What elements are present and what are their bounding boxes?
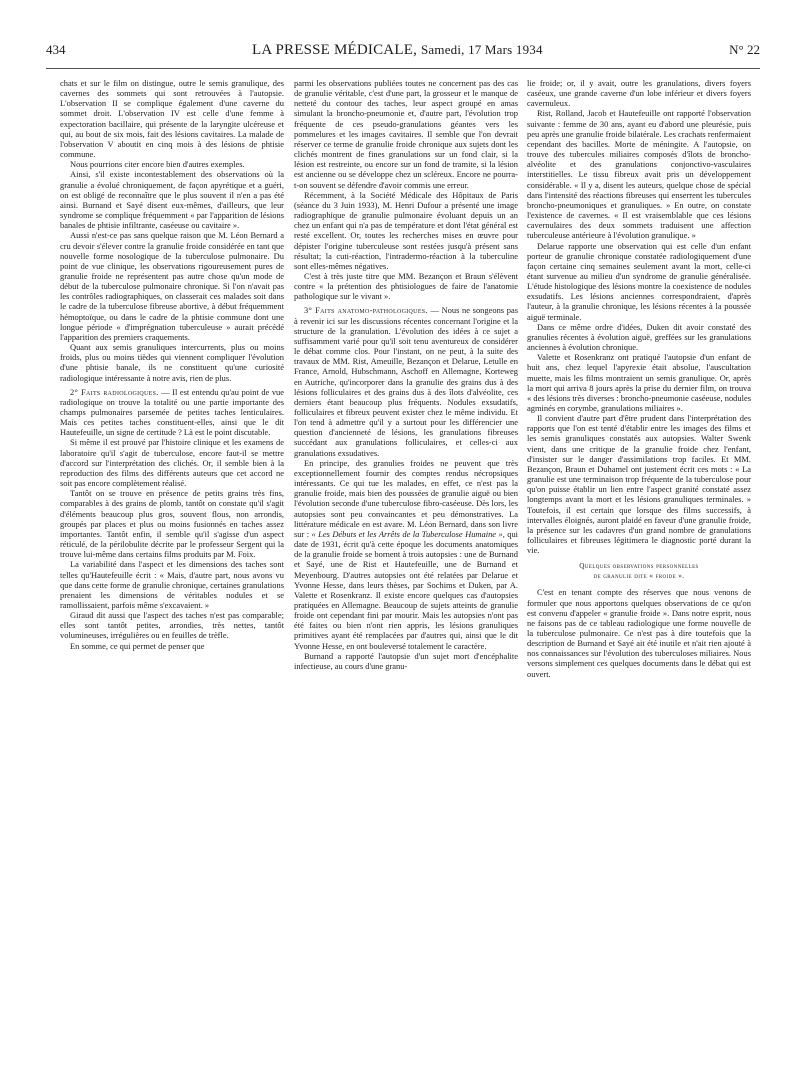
paragraph: Tantôt on se trouve en présence de petits grains très fins, comparables à des grains de plomb, tantôt on constate qu'il s'agit d'éléments beaucoup plus gros, souvent flous, non arrondis, groupés par places et plus ou moins fusionnés en taches assez importantes. Tantôt enfin, il semble qu'il s'agisse d'un aspect réticulé, de la périlobulite décrite par le professeur Sergent qui la trouve lui-même dans certains films produits par M. Foix.: [60, 488, 284, 560]
paragraph: chats et sur le film on distingue, outre le semis granulique, des cavernes des sommets qui sont retrouvées à l'autopsie. L'observation II se complique également d'une caverne du sommet droit. L'observation IV est celle d'une femme à expectoration bacillaire, qui présente de la laryngite ulcéreuse et qui, au bout de six mois, fait des lésions cavitaires. La malade de l'observation V aboutit en cinq mois à des lésions de phtisie commune.: [60, 78, 284, 160]
page-header: [46, 42, 760, 69]
page-number: 434: [46, 42, 66, 57]
issue-date: Samedi, 17 Mars 1934: [420, 42, 543, 57]
paragraph-text: , qui date de 1931, écrit qu'à cette époque les documents anatomiques de la granulie froide se bornent à trois autopsies : une de Burnand et Sayé, une de Rist et Hautefeuille, une de Burnand et Meyenbourg. D'autres autopsies ont été relatées par Delarue et Yvonne Hesse, dans leurs thèses, par Sochims et Duken, par A. Valette et Rosenkranz. Il existe encore quelques cas d'autopsies pratiquées en Allemagne. Beaucoup de sujets atteints de granulie froide ont cependant fini par mourir. Mais les autopsies n'ont pas été faites ou bien n'ont rien appris, les lésions granuliques primitives ayant été remplacées par d'autres qui, ainsi que le dit Yvonne Hesse, en ont bouleversé totalement le caractère.: [294, 528, 519, 651]
journal-title: [252, 42, 543, 59]
section-title-line: de granulie dite « froide ».: [593, 572, 685, 581]
paragraph: Aussi n'est-ce pas sans quelque raison que M. Léon Bernard a cru devoir s'élever contre la granulie froide considérée en tant que nouvelle forme nosologique de la tuberculose pulmonaire. Du point de vue clinique, les observations rigoureusement pures de granulie froide ne représentent pas autre chose qu'un mode de début de la tuberculose pulmonaire chronique. Si l'on n'avait pas les contrôles radiographiques, on classerait ces malades soit dans le cadre de la tuberculose fibreuse abortive, à début fréquemment hémoptoïque, ou dans le cadre de la phtisie commune dont une longue période « d'imprégnation tuberculeuse » aurait précédé l'apparition des premiers craquements.: [60, 230, 284, 342]
section-title-line: Quelques observations personnelles: [579, 562, 699, 571]
section-lead: 3° Faits anatomo-pathologiques.: [304, 305, 428, 316]
paragraph: Si même il est prouvé par l'histoire clinique et les examens de laboratoire qu'il s'agit de tuberculose, encore faut-il se mettre d'accord sur l'interprétation des clichés. Or, il semble bien à la reproduction des films des différents auteurs que cet accord ne soit pas encore complètement réalisé.: [60, 437, 284, 489]
text-column-2: [294, 78, 518, 671]
paragraph: [294, 305, 518, 457]
paragraph: La variabilité dans l'aspect et les dimensions des taches sont telles qu'Hautefeuille écrit : « Mais, d'autre part, nous avons vu que dans cette forme de granulie chronique, certaines granulations prenaient les dimensions de véritables nodules et se ramollissaient, parfois même s'excavaient. »: [60, 559, 284, 610]
paragraph: C'est à très juste titre que MM. Bezançon et Braun s'élèvent contre « la prétention des phtisiologues de faire de l'anatomie pathologique sur le vivant ».: [294, 270, 518, 302]
paragraph: Burnand a rapporté l'autopsie d'un sujet mort d'encéphalite infectieuse, au cours d'une granu-: [294, 650, 518, 671]
section-lead: 2° Faits radiologiques.: [70, 386, 159, 397]
paragraph-text: En principe, des granulies froides ne peuvent que très exceptionnellement fournir des comptes rendus nécropsiques intéressants. Ce qui tue les malades, en effet, ce n'est pas la granulie froide, mais bien des poussées de granulie aiguë ou bien l'évolution seconde d'une tuberculose fibro-caséeuse. Dès lors, les autopsies sont peu convaincantes et peu démonstratives. La littérature médicale en est avare. M. Léon Bernard, dans son livre sur :: [294, 457, 518, 539]
paragraph: Quant aux semis granuliques intercurrents, plus ou moins froids, plus ou moins tièdes qui viennent compliquer l'évolution d'une phtisie banale, ils ne constituent qu'une curiosité radiologique intéressante à notre avis, rien de plus.: [60, 342, 284, 383]
paragraph: Giraud dit aussi que l'aspect des taches n'est pas comparable; elles sont tantôt petites, arrondies, très nettes, tantôt volumineuses, irrégulières ou en feuilles de trèfle.: [60, 610, 284, 641]
paragraph-text: — Nous ne songeons pas à revenir ici sur les discussions récentes concernant l'origine et la structure de la granulation. L'évolution des idées à ce sujet a suffisamment varié pour qu'il soit tenu aventureux de considérer le débat comme clos. Pour l'instant, on ne peut, à la suite des travaux de MM. Rist, Ameuille, Bezançon et Delarue, Letulle en France, Arnold, Hubschmann, Aschoff en Allemagne, Korteweg en Autriche, qu'incorporer dans la granulie des grains dus à des lésions folliculaires et des grains dus à des îlots d'alvéolite, ces derniers étant beaucoup plus fréquents. Nodules exsudatifs, folliculaires et fibreux peuvent exister chez le même individu. Et l'on tend à admettre qu'il y a surtout pour les différencier une question d'ancienneté de lésions, les granulations fibreuses succédant aux granulations folliculaires, et celles-ci aux granulations exsudatives.: [294, 305, 518, 458]
section-title: [527, 561, 751, 581]
text-column-1: [60, 78, 284, 651]
text-column-3: [527, 78, 751, 679]
paragraph: En somme, ce qui permet de penser que: [70, 640, 205, 651]
paragraph: Delarue rapporte une observation qui est celle d'un enfant porteur de granulie chronique constatée radiologiquement d'une façon certaine cinq semaines seulement avant la mort, celle-ci étant survenue au milieu d'un syndrome de granulie généralisée. L'étude histologique des lésions montre la coexistence de nodules exsudatifs. Les lésions anciennes correspondraient, d'après l'auteur, à la granulie chronique, les lésions récentes à la poussée aiguë terminale.: [527, 240, 751, 322]
journal-name: LA PRESSE MÉDICALE,: [251, 42, 418, 58]
paragraph: Nous pourrions citer encore bien d'autres exemples.: [70, 159, 245, 170]
paragraph: Valette et Rosenkranz ont pratiqué l'autopsie d'un enfant de huit ans, chez lequel l'apyrexie était absolue, l'auscultation muette, mais les films montraient un semis granulique. Or, après la mort qui arriva 8 jours après la prise du dernier film, on trouva « des lésions très diverses : broncho-pneumonie caséeuse, nodules agminés en corymbe, granulations miliaires ».: [527, 352, 751, 413]
paragraph: Il convient d'autre part d'être prudent dans l'interprétation des rapports que l'on est tenté d'établir entre les images des films et les semis granuliques constatés aux autopsies. Walter Swenk vient, dans une critique de la granulie froide chez l'enfant, d'insister sur le danger d'assimilations trop faciles. Et MM. Bezançon, Braun et Duhamel ont justement écrit ces mots : « La granulie est une terminaison trop fréquente de la tuberculose pour qu'on puisse établir un lien entre l'aspect granité constaté assez longtemps avant la mort et les lésions granuliques terminales. » Toutefois, il est certain que lorsque des films successifs, à intervalles éloignés, auront plaidé en faveur d'une granulie froide, la présence sur les cadavres d'un grand nombre de granulations folliculaires et fibreuses légitimera le diagnostic porté durant la vie.: [527, 413, 751, 556]
paragraph: C'est en tenant compte des réserves que nous venons de formuler que nous apportons quelques observations de ce qu'on est convenu d'appeler « granulie froide ». Dans notre esprit, nous ne faisons pas de ce tableau radiologique une forme nouvelle de la tuberculose pulmonaire. Ce n'est pas à dire toutefois que la description de Burnand et Sayé ait été inutile et n'ait rien ajouté à nos connaissances sur l'évolution des tuberculoses miliaires. Nous versons simplement ces quelques documents dans le débat qui est ouvert.: [527, 587, 751, 679]
paragraph: Récemment, à la Société Médicale des Hôpitaux de Paris (séance du 3 Juin 1933), M. Henri Dufour a présenté une image radiographique de granulie pulmonaire évoluant depuis un an chez un enfant qui n'a pas de température et dont l'état général est resté excellent. Or, toutes les recherches mises en œuvre pour dépister l'origine tuberculeuse sont restées jusqu'à présent sans résultat; la cuti-réaction, l'intradermo-réaction à la tuberculine sont elles-mêmes négatives.: [294, 189, 518, 271]
paragraph: Dans ce même ordre d'idées, Duken dit avoir constaté des granulies récentes à évolution aiguë, greffées sur les granulations anciennes à évolution chronique.: [527, 321, 751, 353]
book-title: « Les Débuts et les Arrêts de la Tuberculose Humaine »: [311, 528, 503, 539]
issue-number: N° 22: [729, 42, 760, 57]
paragraph: [60, 387, 284, 438]
paragraph: Ainsi, s'il existe incontestablement des observations où la granulie a évolué chroniquement, de façon apyrétique et a guéri, on est obligé de reconnaître que le plus souvent il n'en a pas été ainsi. Burnand et Sayé disent eux-mêmes, d'ailleurs, que leur syndrome se complique fréquemment « par l'apparition de lésions banales de phtisie infiltrante, caséeuse ou cavitaire ».: [60, 169, 284, 231]
paragraph-text: — Il est entendu qu'au point de vue radiologique on trouve la totalité ou une partie importante des champs pulmonaires parsemée de petites taches lenticulaires. Mais ces petites taches constituent-elles, ainsi que le dit Hautefeuille, un signe de certitude ? Là est le point discutable.: [60, 386, 284, 438]
paragraph: lie froide; or, il y avait, outre les granulations, divers foyers caséeux, une grande caverne d'un lobe inférieur et divers foyers cavernuleux.: [527, 78, 751, 109]
paragraph: parmi les observations publiées toutes ne concernent pas des cas de granulie véritable, c'est d'une part, la grosseur et le manque de netteté du contour des taches, leur aspect groupé en amas simulant la broncho-pneumonie et, d'autre part, l'évolution trop fréquente de ces pseudo-granulations géantes vers les pommelures et les images cavitaires. Il semble que l'on devrait réserver ce terme de granulie froide chronique aux sujets dont les clichés montrent de fines granulations sur un fond clair, si la lésion est restreinte, ou encore sur un fond de tramite, si la lésion est ancienne ou se développe chez un scléreux. Encore ne pourra-t-on souvent se défendre d'avoir commis une erreur.: [294, 78, 518, 190]
paragraph: Rist, Rolland, Jacob et Hautefeuille ont rapporté l'observation suivante : femme de 30 ans, ayant eu d'abord une pleurésie, puis peu après une granulie froide bilatérale. Les crachats renfermaient cependant des bacilles. Morte de méningite. A l'autopsie, on trouve des tubercules miliaires composés d'îlots de broncho-alvéolite et des granulations conjonctivo-vasculaires interstitielles. Le tissu fibreux avait pris un développement considérable. « Il y a, disent les auteurs, quelque chose de spécial dans l'intensité des réactions fibreuses qui enserrent les tubercules broncho-pneumoniques et granuliques. » En outre, on constate l'existence de cavernes. « Il est vraisemblable que ces lésions cavernulaires des deux sommets traduisent une affection tuberculeuse antérieure à l'évolution granulique. »: [527, 108, 751, 241]
paragraph: [294, 458, 518, 651]
